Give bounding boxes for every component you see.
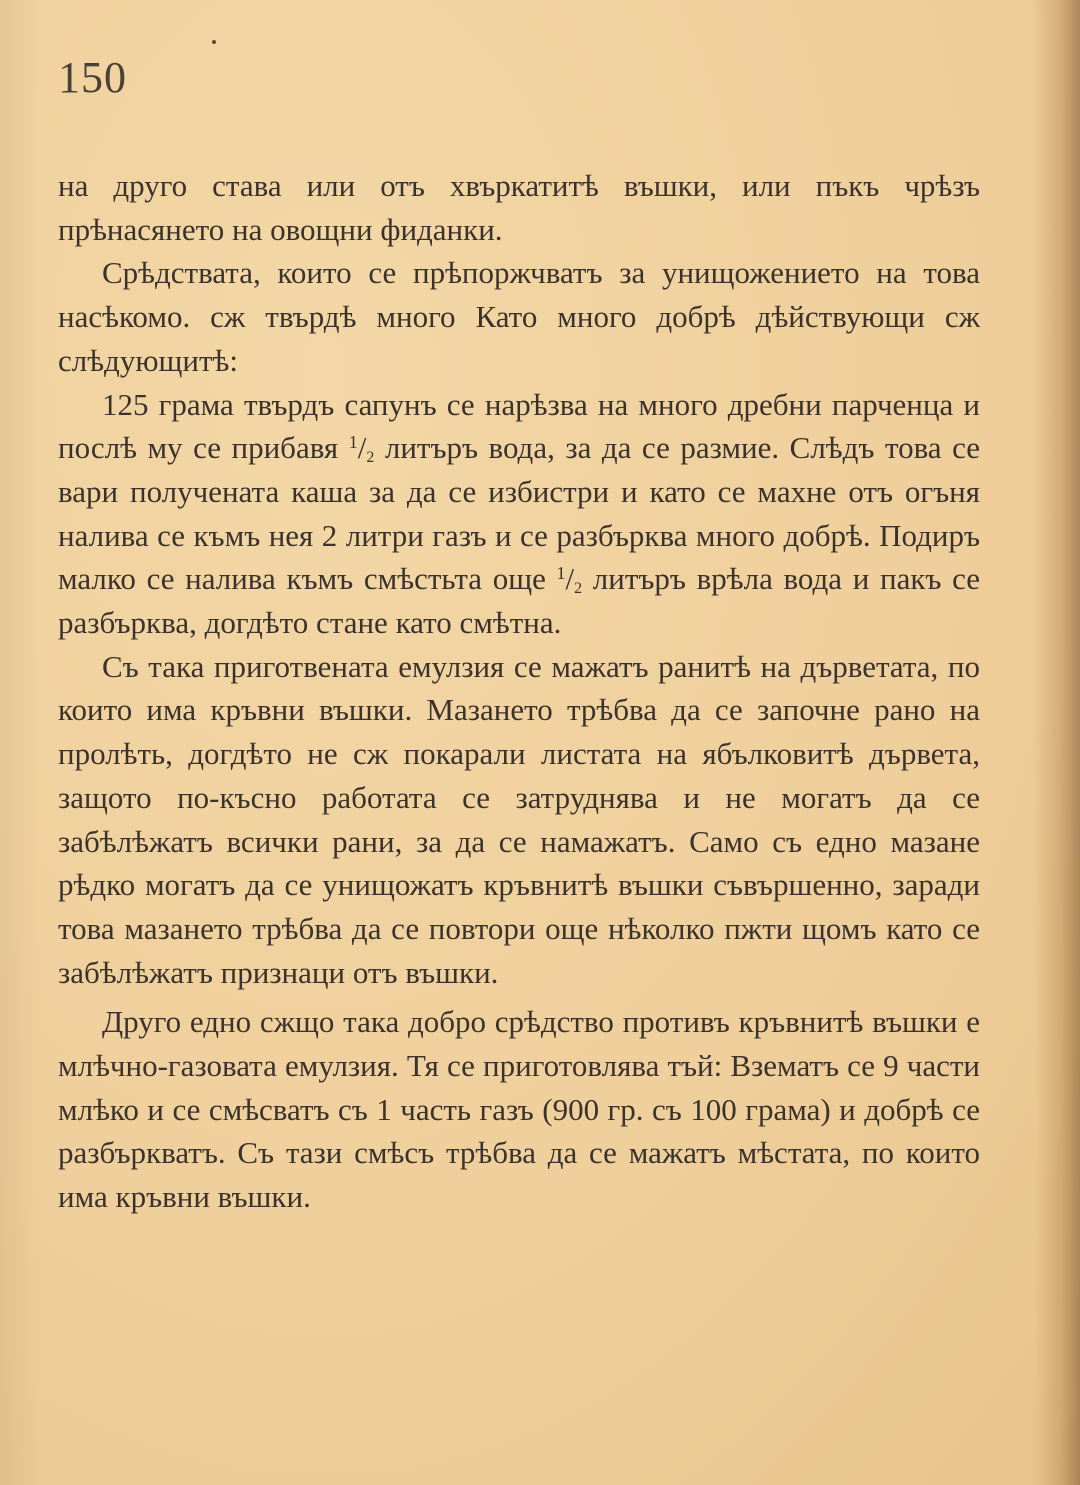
print-speck bbox=[212, 40, 216, 44]
body-text bbox=[58, 164, 980, 1219]
fraction-1-denominator: 2 bbox=[366, 449, 375, 467]
page-number: 150 bbox=[58, 53, 127, 102]
fraction-1-numerator: 1 bbox=[348, 432, 358, 453]
paragraph-3: 125 грама твърдъ сапунъ се нарѣзва на много дребни парченца и послѣ му се прибавя $^1/_2$ литъръ вода, за да се размие. Слѣдъ това се вари получената каша за да се избистри и като се махне отъ огъня налива се къмъ нея 2 литри газъ и се разбърква много добрѣ. Подиръ малко се налива къмъ смѣстьта още $^1/_2$ литъръ врѣла вода и пакъ се разбърква, догдѣто стане като смѣтна. bbox=[58, 386, 980, 641]
fraction-2-numerator: 1 bbox=[556, 563, 566, 584]
paragraph-4: Съ така приготвената емулзия се мажатъ ранитѣ на дърветата, по които има кръвни въшки. Мазането трѣбва да се започне рано на пролѣть, догдѣто не сж покарали листата на ябълковитѣ дървета, защото по-късно работата се затруднява и не могатъ да се забѣлѣжатъ всички рани, за да се намажатъ. Само съ едно мазане рѣдко могатъ да се унищожатъ кръвнитѣ въшки съвършенно, заради това мазането трѣбва да се повтори още нѣколко пжти щомъ като се забѣлѣжатъ признаци отъ въшки. bbox=[58, 648, 980, 990]
paragraph-5: Друго едно сжщо така добро срѣдство противъ кръвнитѣ въшки е млѣчно-газовата емулзия. Тя се приготовлява тъй: Взематъ се 9 части млѣко и се смѣсватъ съ 1 часть газъ (900 гр. съ 100 грама) и добрѣ се разбъркватъ. Съ тази смѣсъ трѣбва да се мажатъ мѣстата, по които има кръвни въшки. bbox=[58, 1004, 980, 1215]
paragraph-3-part-3: литъръ врѣла вода и пакъ се разбърква, догдѣто стане като смѣтна. bbox=[58, 561, 980, 641]
page-edge-shadow bbox=[1034, 0, 1080, 1485]
paragraph-3-part-2: литъръ вода, за да се размие. Слѣдъ това се вари получената каша за да се избистри и като се махне отъ огъня налива се къмъ нея 2 литри газъ и се разбърква много добрѣ. Подиръ малко се налива къмъ смѣстьта още bbox=[58, 430, 980, 597]
fraction-2-denominator: 2 bbox=[574, 580, 583, 598]
paragraph-1: на друго става или отъ хвъркатитѣ въшки, или пъкъ чрѣзъ прѣнасянето на овощни фиданки. bbox=[58, 168, 980, 247]
paragraph-3-part-1: 125 грама твърдъ сапунъ се нарѣзва на много дребни парченца и послѣ му се прибавя bbox=[58, 386, 980, 466]
paragraph-2: Срѣдствата, които се прѣпоржчватъ за унищожението на това насѣкомо. сж твърдѣ много Като много добрѣ дѣйствующи сж слѣдующитѣ: bbox=[58, 255, 980, 378]
